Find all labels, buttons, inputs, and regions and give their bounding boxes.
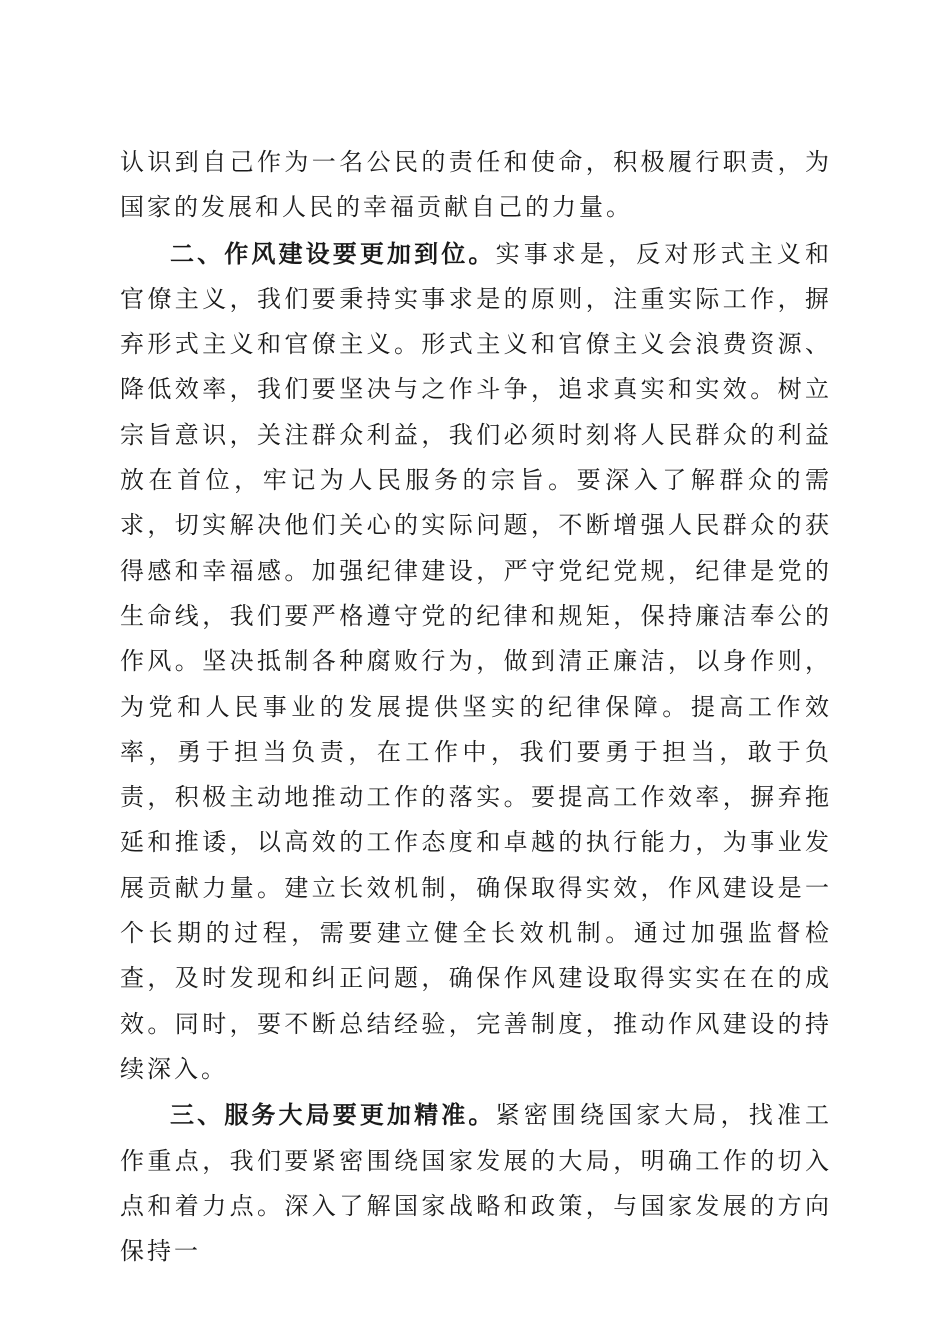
paragraph-section-2 [120,231,832,1093]
paragraph-body: 紧密围绕国家大局，找准工作重点，我们要紧密围绕国家发展的大局，明确工作的切入点和着力点。深入了解国家战略和政策，与国家发展的方向保持一 [120,1101,833,1266]
paragraph-body: 认识到自己作为一名公民的责任和使命，积极履行职责，为国家的发展和人民的幸福贡献自己的力量。 [120,148,832,222]
section-heading: 二、作风建设要更加到位。 [170,238,496,268]
paragraph-continuation [120,140,832,231]
paragraph-section-3 [120,1092,832,1274]
document-page [120,140,832,1274]
section-heading: 三、服务大局要更加精准。 [170,1100,496,1130]
paragraph-body: 实事求是，反对形式主义和官僚主义，我们要秉持实事求是的原则，注重实际工作，摒弃形式主义和官僚主义。形式主义和官僚主义会浪费资源、降低效率，我们要坚决与之作斗争，追求真实和实效。树立宗旨意识，关注群众利益，我们必须时刻将人民群众的利益放在首位，牢记为人民服务的宗旨。要深入了解群众的需求，切实解决他们关心的实际问题，不断增强人民群众的获得感和幸福感。加强纪律建设，严守党纪党规，纪律是党的生命线，我们要严格遵守党的纪律和规矩，保持廉洁奉公的作风。坚决抵制各种腐败行为，做到清正廉洁，以身作则，为党和人民事业的发展提供坚实的纪律保障。提高工作效率，勇于担当负责，在工作中，我们要勇于担当，敢于负责，积极主动地推动工作的落实。要提高工作效率，摒弃拖延和推诿，以高效的工作态度和卓越的执行能力，为事业发展贡献力量。建立长效机制，确保取得实效，作风建设是一个长期的过程，需要建立健全长效机制。通过加强监督检查，及时发现和纠正问题，确保作风建设取得实实在在的成效。同时，要不断总结经验，完善制度，推动作风建设的持续深入。 [120,239,833,1083]
